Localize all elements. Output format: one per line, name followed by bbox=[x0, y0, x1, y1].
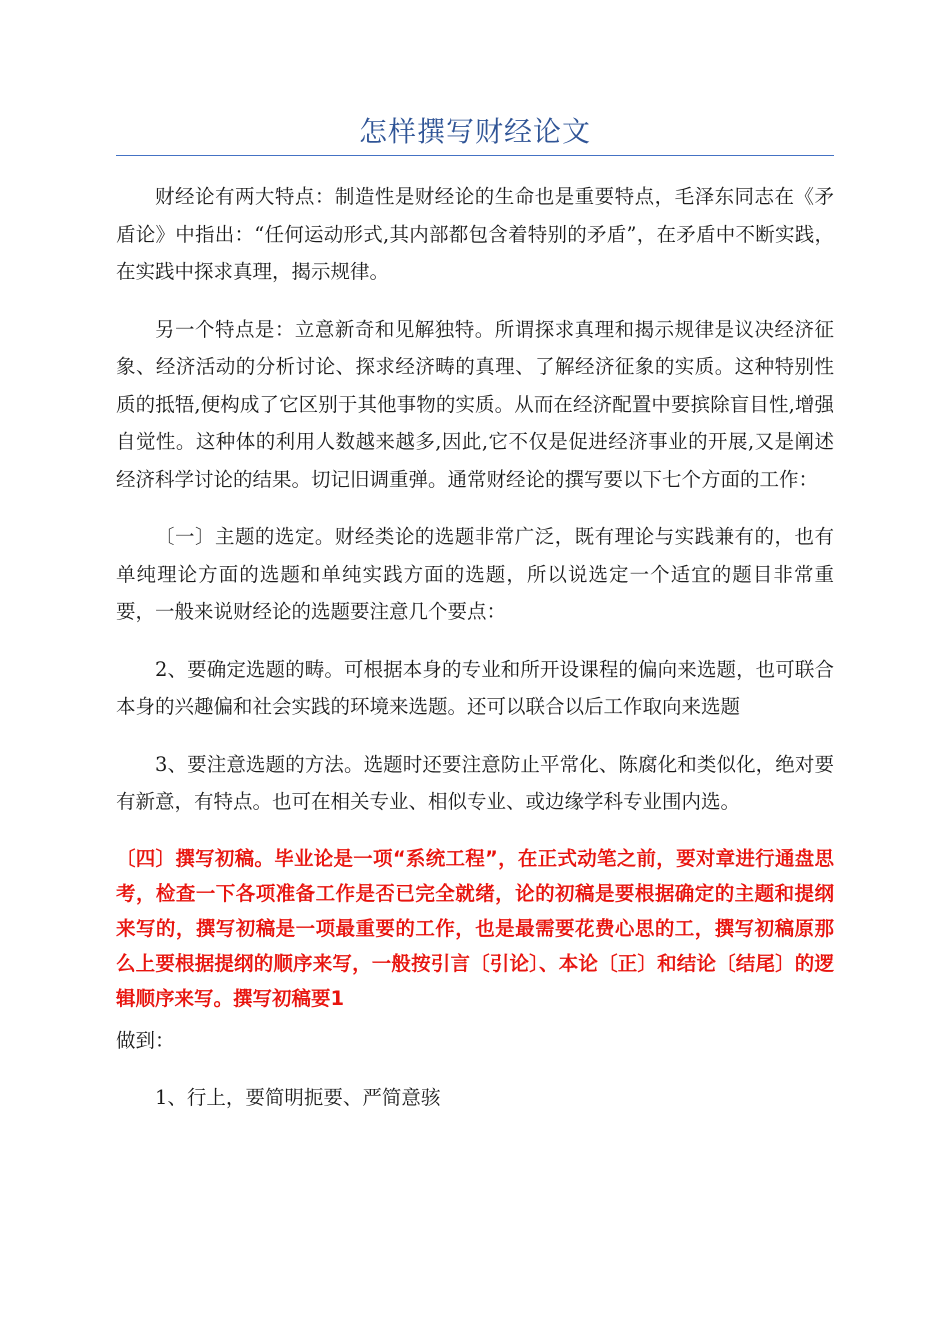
paragraph-method: 3、要注意选题的方法。选题时还要注意防止平常化、陈腐化和类似化，绝对要有新意，有特点。也可在相关专业、相似专业、或边缘学科专业围内选。 bbox=[116, 752, 834, 813]
paragraph-draft-highlight: 〔四〕撰写初稿。毕业论是一项“系统工程”，在正式动笔之前，要对章进行通盘思考，检查一下各项准备工作是否已完全就绪，论的初稿是要根据确定的主题和提纲来写的，撰写初稿是一项最重要的工作，也是最需要花费心思的工，撰写初稿原那么上要根据提纲的顺序来写，一般按引言〔引论〕、本论〔正〕和结论〔结尾〕的逻辑顺序来写。撰写初稿要1 bbox=[116, 846, 834, 1010]
paragraph-characteristics: 财经论有两大特点：制造性是财经论的生命也是重要特点，毛泽东同志在《矛盾论》中指出：“任何运动形式,其内部都包含着特别的矛盾”，在矛盾中不断实践，在实践中探求真理，揭示规律。 bbox=[116, 185, 834, 283]
title-underline bbox=[116, 155, 834, 156]
document-body bbox=[116, 178, 834, 1137]
paragraph-scope: 2、要确定选题的畴。可根据本身的专业和所开设课程的偏向来选题，也可联合本身的兴趣偏和社会实践的环境来选题。还可以联合以后工作取向来选题 bbox=[116, 657, 834, 718]
document-title: 怎样撰写财经论文 bbox=[358, 115, 591, 148]
paragraph-item-1: 1、行上，要简明扼要、严简意骇 bbox=[155, 1086, 441, 1109]
paragraph-topic-selection: 〔一〕主题的选定。财经类论的选题非常广泛，既有理论与实践兼有的，也有单纯理论方面的选题和单纯实践方面的选题，所以说选定一个适宜的题目非常重要，一般来说财经论的选题要注意几个要点： bbox=[116, 525, 834, 623]
paragraph-achieve: 做到： bbox=[116, 1028, 175, 1052]
paragraph-second-feature: 另一个特点是：立意新奇和见解独特。所谓探求真理和揭示规律是议决经济征象、经济活动的分析讨论、探求经济畴的真理、了解经济征象的实质。这种特别性质的抵牾,便构成了它区别于其他事物的实质。从而在经济配置中要摈除盲目性,增强自觉性。这种体的利用人数越来越多,因此,它不仅是促进经济事业的开展,又是阐述经济科学讨论的结果。切记旧调重弹。通常财经论的撰写要以下七个方面的工作： bbox=[116, 317, 834, 491]
